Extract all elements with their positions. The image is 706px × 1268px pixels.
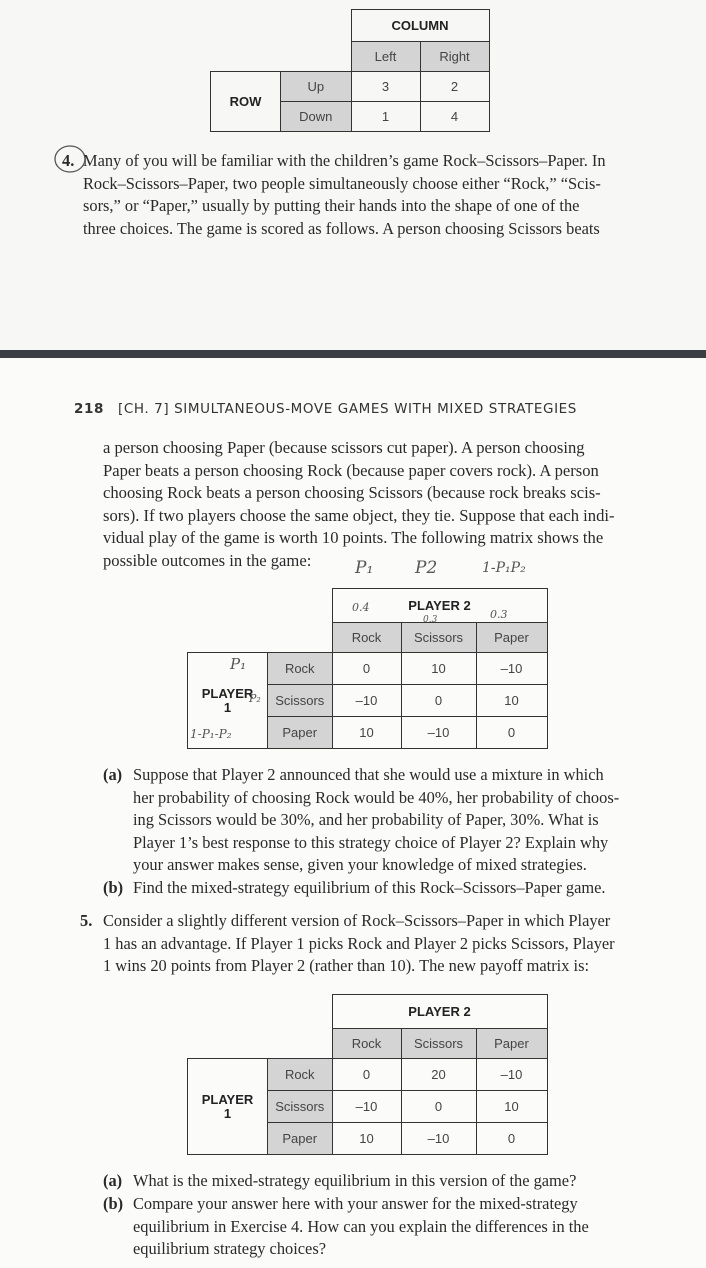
text-line: 1 wins 20 points from Player 2 (rather than 10). The new payoff matrix is: bbox=[103, 956, 590, 975]
text-line: her probability of choosing Rock would be 40%, her probability of choos- bbox=[133, 787, 620, 807]
payoff-cell: 10 bbox=[476, 685, 547, 717]
text-line: 1 has an advantage. If Player 1 picks Rock and Player 2 picks Scissors, Player bbox=[103, 933, 615, 953]
payoff-cell: 10 bbox=[332, 717, 401, 749]
part-label: (b) bbox=[103, 1194, 124, 1213]
player-2-title: PLAYER 2 bbox=[332, 589, 547, 623]
col-header-rock: Rock bbox=[332, 623, 401, 653]
payoff-cell: 20 bbox=[401, 1059, 476, 1091]
handwritten-row-p2: P₂ bbox=[249, 692, 261, 705]
column-player-title: COLUMN bbox=[351, 10, 489, 42]
part-label: (a) bbox=[103, 1171, 123, 1190]
payoff-cell: –10 bbox=[401, 1123, 476, 1155]
part-label: (b) bbox=[103, 878, 124, 897]
page-divider bbox=[0, 350, 706, 358]
problem-number: 5. bbox=[80, 911, 93, 930]
text-line: Consider a slightly different version of Rock–Scissors–Paper in which Player bbox=[103, 911, 611, 930]
page-number: 218 bbox=[74, 401, 104, 417]
handwritten-p2: P2 bbox=[415, 558, 438, 578]
payoff-cell: 0 bbox=[401, 685, 476, 717]
payoff-cell: –10 bbox=[476, 1059, 547, 1091]
payoff-cell: –10 bbox=[332, 685, 401, 717]
col-header-scissors: Scissors bbox=[401, 1029, 476, 1059]
payoff-cell: 2 bbox=[420, 72, 489, 102]
row-header-paper: Paper bbox=[268, 717, 333, 749]
handwritten-prob-paper: 0.3 bbox=[490, 608, 508, 621]
col-header-scissors: Scissors bbox=[401, 623, 476, 653]
payoff-cell: 0 bbox=[332, 653, 401, 685]
text-line: Many of you will be familiar with the children’s game Rock–Scissors–Paper. In bbox=[83, 151, 606, 170]
payoff-cell: 0 bbox=[476, 1123, 547, 1155]
problem-4-continued bbox=[103, 437, 669, 572]
payoff-cell: 10 bbox=[401, 653, 476, 685]
text-line: equilibrium strategy choices? bbox=[133, 1239, 326, 1258]
player-1-title: PLAYER 1 bbox=[188, 1059, 268, 1155]
payoff-cell: 0 bbox=[401, 1091, 476, 1123]
chapter-title: [CH. 7] SIMULTANEOUS-MOVE GAMES WITH MIXED STRATEGIES bbox=[117, 401, 577, 417]
payoff-cell: 10 bbox=[476, 1091, 547, 1123]
payoff-cell: –10 bbox=[401, 717, 476, 749]
row-header-up: Up bbox=[281, 72, 352, 102]
handwritten-p3: 1-P₁P₂ bbox=[482, 560, 526, 576]
text-line: What is the mixed-strategy equilibrium in this version of the game? bbox=[133, 1171, 577, 1190]
handwritten-prob-rock: 0.4 bbox=[352, 601, 370, 614]
col-header-paper: Paper bbox=[476, 1029, 547, 1059]
payoff-cell: 0 bbox=[332, 1059, 401, 1091]
text-line: three choices. The game is scored as follows. A person choosing Scissors beats bbox=[83, 218, 600, 238]
col-header-rock: Rock bbox=[332, 1029, 401, 1059]
player-1-title: PLAYER 1 bbox=[188, 653, 268, 749]
handwritten-prob-scissors: 0.3 bbox=[423, 615, 438, 625]
handwritten-row-p3: 1-P₁-P₂ bbox=[190, 727, 232, 741]
text-line: a person choosing Paper (because scissors cut paper). A person choosing bbox=[103, 438, 585, 457]
payoff-cell: 4 bbox=[420, 102, 489, 132]
text-line: sors,” or “Paper,” usually by putting their hands into the shape of one of the bbox=[83, 196, 580, 215]
player-2-title: PLAYER 2 bbox=[332, 995, 547, 1029]
text-line: vidual play of the game is worth 10 points. The following matrix shows the bbox=[103, 528, 604, 547]
row-header-scissors: Scissors bbox=[268, 1091, 333, 1123]
handwritten-row-p1: P₁ bbox=[230, 655, 247, 673]
running-header bbox=[74, 401, 577, 417]
page-218 bbox=[0, 358, 706, 1268]
col-header-paper: Paper bbox=[476, 623, 547, 653]
text-line: sors). If two players choose the same object, they tie. Suppose that each indi- bbox=[103, 505, 615, 525]
text-line: Suppose that Player 2 announced that she would use a mixture in which bbox=[133, 765, 604, 784]
row-header-down: Down bbox=[281, 102, 352, 132]
payoff-table-row-column bbox=[210, 9, 490, 132]
problem-number: 4. bbox=[62, 151, 75, 170]
row-player-title: ROW bbox=[211, 72, 281, 132]
row-header-scissors: Scissors bbox=[268, 685, 333, 717]
handwritten-p1: P₁ bbox=[355, 558, 374, 578]
text-line: Find the mixed-strategy equilibrium of this Rock–Scissors–Paper game. bbox=[133, 878, 606, 897]
text-line: Player 1’s best response to this strategy choice of Player 2? Explain why bbox=[133, 832, 609, 852]
text-line: Paper beats a person choosing Rock (because paper covers rock). A person bbox=[103, 460, 599, 480]
payoff-table-rps-modified bbox=[187, 994, 548, 1155]
part-label: (a) bbox=[103, 765, 123, 784]
row-header-rock: Rock bbox=[268, 653, 333, 685]
problem-4-part-a bbox=[103, 764, 673, 874]
payoff-cell: –10 bbox=[476, 653, 547, 685]
payoff-cell: 0 bbox=[476, 717, 547, 749]
previous-page-fragment bbox=[0, 0, 706, 350]
text-line: ing Scissors would be 30%, and her probability of Paper, 30%. What is bbox=[133, 810, 599, 829]
text-line: choosing Rock beats a person choosing Scissors (because rock breaks scis- bbox=[103, 483, 601, 502]
col-header-right: Right bbox=[420, 42, 489, 72]
payoff-cell: 1 bbox=[351, 102, 420, 132]
text-line: Rock–Scissors–Paper, two people simultaneously choose either “Rock,” “Scis- bbox=[83, 173, 601, 193]
text-line: Compare your answer here with your answer for the mixed-strategy bbox=[133, 1194, 578, 1213]
text-line: equilibrium in Exercise 4. How can you explain the differences in the bbox=[133, 1216, 589, 1236]
payoff-cell: 10 bbox=[332, 1123, 401, 1155]
row-header-paper: Paper bbox=[268, 1123, 333, 1155]
payoff-cell: –10 bbox=[332, 1091, 401, 1123]
col-header-left: Left bbox=[351, 42, 420, 72]
row-header-rock: Rock bbox=[268, 1059, 333, 1091]
payoff-cell: 3 bbox=[351, 72, 420, 102]
text-line: possible outcomes in the game: bbox=[103, 550, 312, 570]
text-line: your answer makes sense, given your knowledge of mixed strategies. bbox=[133, 855, 587, 874]
